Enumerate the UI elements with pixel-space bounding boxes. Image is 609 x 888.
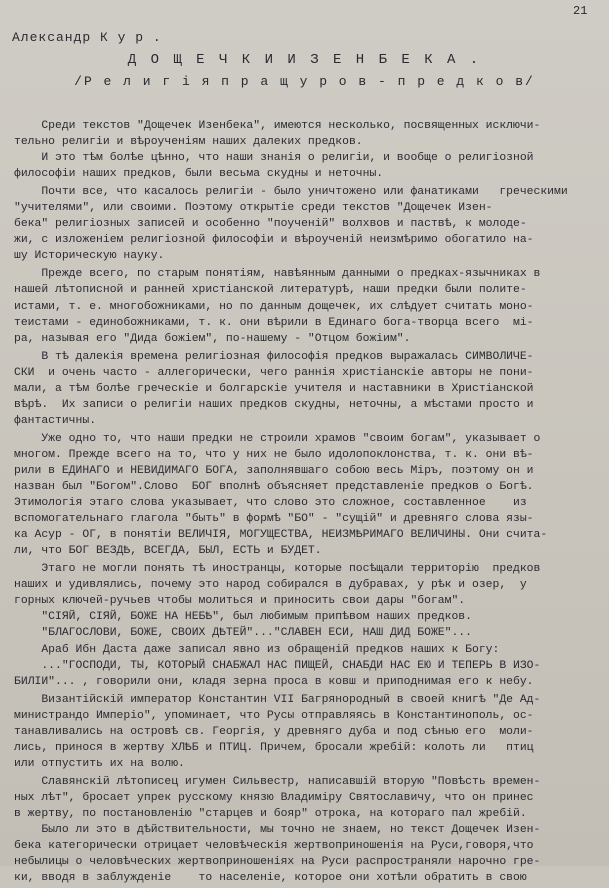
text-line: многом. Прежде всего на то, что у них не было идолопоклонства, т. к. они вѣ- [14, 448, 534, 461]
text-line: мали, а тѣм болѣе греческіе и болгарскіе учителя и наставники в Христіанской [14, 382, 534, 395]
text-line: Араб Ибн Даста даже записал явно из обращеній предков наших к Богу: [14, 643, 500, 656]
text-line: назван был "Богом".Слово БОГ вполнѣ объясняет представленіе предков о Богѣ. [14, 481, 534, 494]
text-line: ка Асур - ОГ, в понятіи ВЕЛИЧІЯ, МОГУЩЕСТВА, НЕИЗМѢРИМАГО ВЕЛИЧИНЫ. Они счита- [14, 529, 548, 542]
text-line: лись, принося в жертву ХЛѢБ и ПТИЦ. Причем, бросали жребій: колоть ли птиц [14, 741, 534, 754]
text-line: в жертву, по постановленію "старцев и бояр" отрока, на котораго пал жребій. [14, 807, 527, 820]
text-line: Славянскій лѣтописец игумен Сильвестр, написавшій вторую "Повѣсть времен- [14, 775, 541, 788]
text-line: Прежде всего, по старым понятіям, навѣянным данными о предках-язычниках в [14, 268, 541, 281]
document-title: Д О Щ Е Ч К И И З Е Н Б Е К А . [127, 52, 482, 68]
text-line: теистами - единобожниками, т. к. они вѣрили в Единаго бога-творца всего мі- [14, 316, 534, 329]
text-line: И это тѣм болѣе цѣнно, что наши знанія о религіи, и вообще о религіозной [14, 152, 534, 165]
paragraph [14, 692, 602, 772]
text-line: Среди текстов "Дощечек Изенбека", имеются несколько, посвященных исключи- [14, 120, 541, 132]
text-line: небылицы о человѣческих жертвоприношеніях на Руси распространяли нарочно гре- [14, 856, 541, 869]
paragraph [14, 431, 602, 559]
text-line: СКИ и очень часто - аллегорически, чего раннія христіанскіе авторы не пони- [14, 366, 534, 379]
text-line: танавливались на островѣ св. Георгія, у древняго дуба и под сѣнью его моли- [14, 725, 534, 738]
paragraph [14, 561, 602, 689]
text-line: шу Историческую науку. [14, 250, 165, 263]
paragraph [14, 184, 602, 264]
paragraph [14, 266, 602, 346]
text-line: ли, что БОГ ВЕЗДѢ, ВСЕГДА, БЫЛ, ЕСТЬ и БУДЕТ. [14, 545, 322, 558]
paragraph [14, 118, 602, 182]
text-line: или отпустить их на волю. [14, 757, 185, 770]
text-line: наших и удивлялись, почему это народ собирался в дубравах, у рѣк и озер, у [14, 579, 527, 592]
page-number: 21 [573, 4, 588, 18]
paragraph [14, 349, 602, 429]
text-line: рили в ЕДИНАГО и НЕВИДИМАГО БОГА, заполнявшаго собою весь Міръ, поэтому он и [14, 464, 534, 477]
text-line: "БЛАГОСЛОВИ, БОЖЕ, СВОИХ ДѢТЕЙ"..."СЛАВЕН ЕСИ, НАШ ДИД БОЖЕ"... [14, 627, 472, 640]
text-line: В тѣ далекія времена религіозная философія предков выражалась СИМВОЛИЧЕ- [14, 350, 534, 363]
text-line: тельно религіи и вѣроученіям наших далеких предков. [14, 136, 363, 149]
author-name: Александр К у р . [12, 30, 162, 45]
text-line: ки, вводя в заблужденіе то населеніе, которое они хотѣли обратить в свою [14, 872, 527, 885]
text-line: фантастичны. [14, 414, 97, 427]
text-line: жи, с изложеніем религіозной философіи и вѣроученій неизмѣримо обогатило на- [14, 234, 534, 247]
text-line: нашей лѣтописной и ранней христіанской литературѣ, наши предки были полите- [14, 284, 527, 297]
text-line: бека категорически отрицает человѣческія жертвоприношенія на Руси,говоря,что [14, 840, 534, 853]
text-line: Этимологія этаго слова указывает, что слово это сложное, составленное из [14, 497, 527, 510]
text-line: министрандо Имперіо", упоминает, что Русы отправляясь в Константинополь, ос- [14, 709, 534, 722]
text-line: Уже одно то, что наши предки не строили храмов "своим богам", указывает о [14, 432, 541, 445]
document-body [14, 118, 602, 888]
text-line: философіи наших предков, были весьма скудны и неточны. [14, 168, 384, 181]
text-line: ..."ГОСПОДИ, ТЫ, КОТОРЫЙ СНАБЖАЛ НАС ПИЩЕЙ, СНАБДИ НАС ЕЮ И ТЕПЕРЬ В ИЗО- [14, 659, 541, 672]
text-line: вѣрѣ. Их записи о религіи наших предков скудны, неточны, а мѣстами просто и [14, 398, 534, 411]
text-line: Византійскій император Константин VII Багрянородный в своей книгѣ "Де Ад- [14, 693, 541, 706]
text-line: "учителями", или своими. Поэтому открытіе среди текстов "Дощечек Изен- [14, 202, 493, 215]
text-line: горных ключей-ручьев чтобы молиться и приносить свои дары "богам". [14, 595, 466, 608]
text-line: "СІЯЙ, СІЯЙ, БОЖЕ НА НЕБѢ", был любимым припѣвом наших предков. [14, 611, 472, 624]
text-line: ных лѣт", бросает упрек русскому князю Владиміру Святославичу, что он принес [14, 791, 534, 804]
text-line: Почти все, что касалось религіи - было уничтожено или фанатиками греческими [14, 186, 568, 199]
text-line: вспомогательнаго глагола "быть" в формѣ "БО" - "сущій" и древняго слова язы- [14, 513, 534, 526]
text-line: истами, т. е. многобожниками, но по данным дощечек, их слѣдует считать моно- [14, 300, 534, 313]
document-subtitle: /Р е л и г і я п р а щ у р о в - п р е д к о в/ [74, 74, 535, 89]
text-line: БИЛІИ"... , говорили они, кладя зерна проса в ковш и приподнимая его к небу. [14, 675, 534, 688]
text-line: ра, называя его "Дида божіем", по-нашему - "Отцом божіим". [14, 332, 411, 345]
text-line: Этаго не могли понять тѣ иностранцы, которые посѣщали территорію предков [14, 563, 541, 576]
paragraph [14, 774, 602, 886]
text-line: бека" религіозных записей и особенно "поученій" волхвов и паствѣ, к молоде- [14, 218, 527, 231]
text-line: Было ли это в дѣйствительности, мы точно не знаем, но текст Дощечек Изен- [14, 824, 541, 837]
